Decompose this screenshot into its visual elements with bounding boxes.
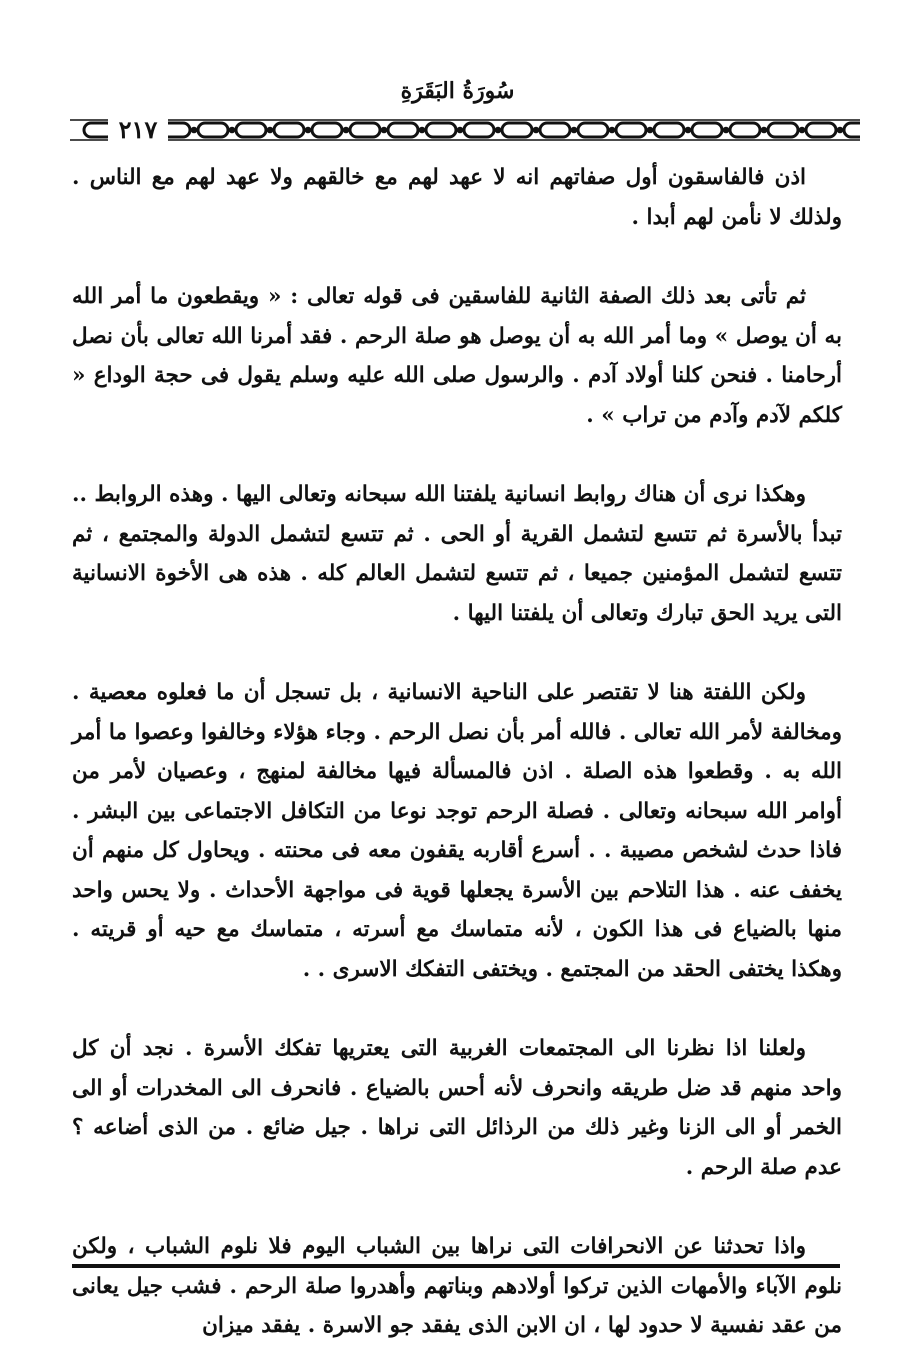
paragraph-1: اذن فالفاسقون أول صفاتهم انه لا عهد لهم مع خالقهم ولا عهد لهم مع الناس . ولذلك لا نأمن لهم أبدا . <box>72 165 842 230</box>
paragraph-2: ثم تأتى بعد ذلك الصفة الثانية للفاسقين فى قوله تعالى : « ويقطعون ما أمر الله به أن يوصل » وما أمر الله به أن يوصل هو صلة الرحم . فقد أمرنا الله تعالى بأن نصل أرحامنا . فنحن كلنا أولاد آدم . والرسول صلى الله عليه وسلم يقول فى حجة الوداع « كلكم لآدم وآدم من تراب » . <box>72 284 842 428</box>
paragraph-6: واذا تحدثنا عن الانحرافات التى نراها بين الشباب اليوم فلا نلوم الشباب ، ولكن نلوم الآباء والأمهات الذين تركوا أولادهم وبناتهم وأهدروا صلة الرحم . فشب جيل يعانى من عقد نفسية لا حدود لها ، ان الابن الذى يفقد جو الاسرة . يفقد ميزان <box>72 1234 842 1338</box>
page-number: ٢١٧ <box>108 112 168 148</box>
paragraph-4: ولكن اللفتة هنا لا تقتصر على الناحية الانسانية ، بل تسجل أن ما فعلوه معصية . ومخالفة لأمر الله تعالى . فالله أمر بأن نصل الرحم . وجاء هؤلاء وخالفوا وعصوا ما أمر الله به . وقطعوا هذه الصلة . اذن فالمسألة فيها مخالفة لمنهج ، وعصيان لأمر من أوامر الله سبحانه وتعالى . فصلة الرحم توجد نوعا من التكافل الاجتماعى بين البشر . فاذا حدث لشخص مصيبة . . أسرع أقاربه يقفون معه فى محنته . ويحاول كل منهم أن يخفف عنه . هذا التلاحم بين الأسرة يجعلها قوية فى مواجهة الأحداث . ولا يحس واحد منها بالضياع فى هذا الكون ، لأنه متماسك مع أسرته ، متماسك مع حيه أو قريته . وهكذا يختفى الحقد من المجتمع . ويختفى التفكك الاسرى . . <box>72 680 842 982</box>
chain-ornament <box>70 112 860 148</box>
paragraph-3: وهكذا نرى أن هناك روابط انسانية يلفتنا الله سبحانه وتعالى اليها . وهذه الروابط .. تبدأ بالأسرة ثم تتسع لتشمل القرية أو الحى . ثم تتسع لتشمل الدولة والمجتمع ، ثم تتسع لتشمل المؤمنين جميعا ، ثم تتسع لتشمل العالم كله . هذه هى الأخوة الانسانية التى يريد الحق تبارك وتعالى أن يلفتنا اليها . <box>72 482 842 626</box>
bottom-rule <box>72 1264 840 1268</box>
paragraph-5: ولعلنا اذا نظرنا الى المجتمعات الغربية التى يعتريها تفكك الأسرة . نجد أن كل واحد منهم قد ضل طريقه وانحرف لأنه أحس بالضياع . فانحرف الى المخدرات أو الى الخمر أو الى الزنا وغير ذلك من الرذائل التى نراها . جيل ضائع . من الذى أضاعه ؟ عدم صلة الرحم . <box>72 1036 842 1180</box>
running-title: سُورَةُ البَقَرَةِ <box>400 78 515 104</box>
body-text <box>72 158 842 1346</box>
